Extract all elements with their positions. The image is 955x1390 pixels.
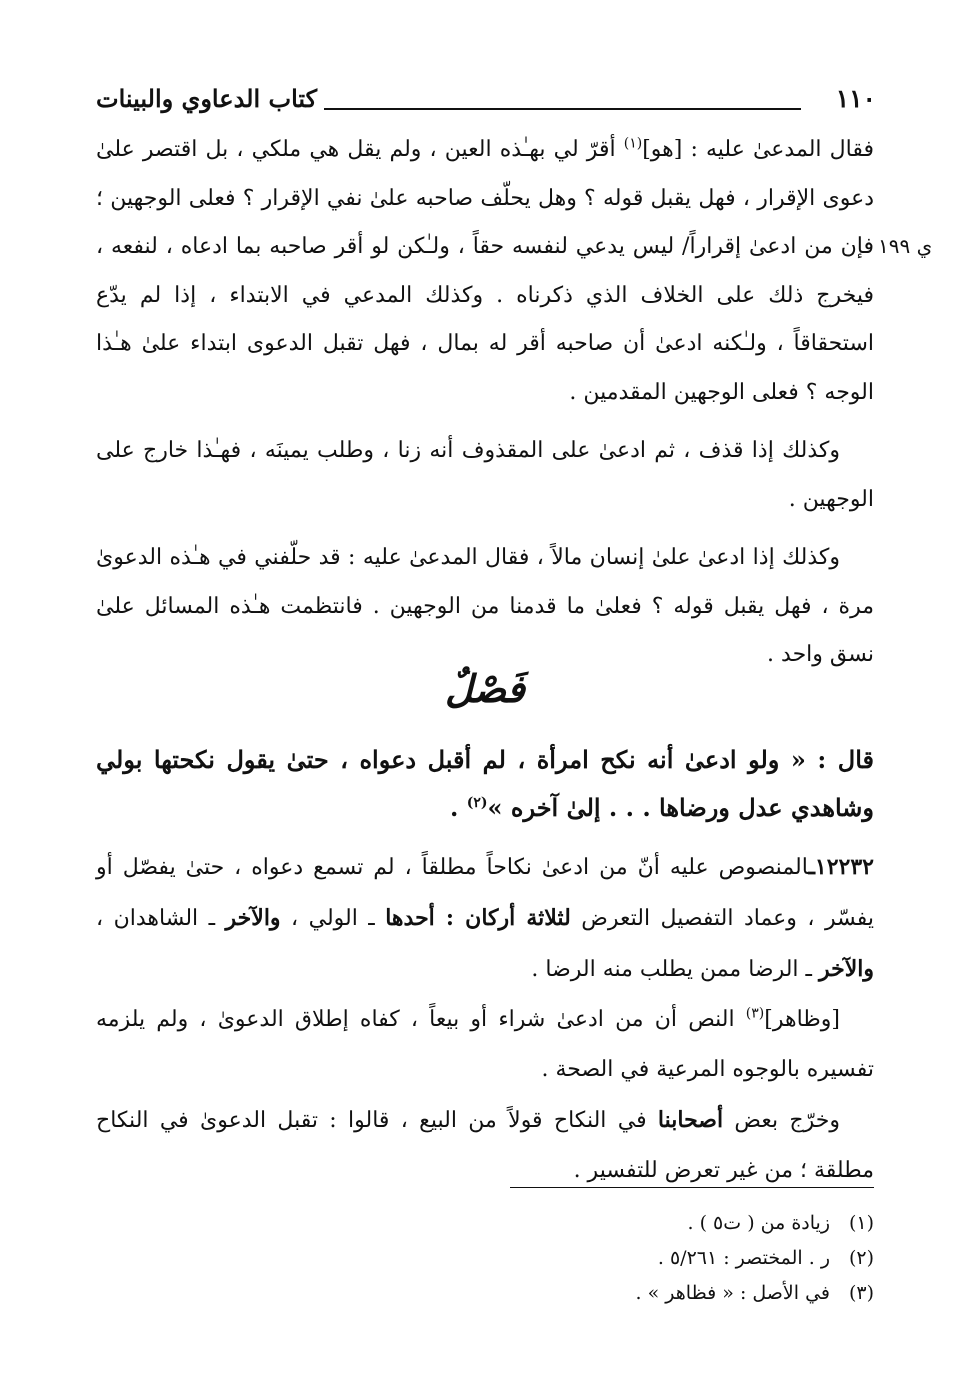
paragraph-number: ١٢٢٣٢ـ [808, 854, 874, 880]
quote-paragraph: قال : « ولو ادعىٰ أنه نكح امرأة ، لم أقبل دعواه ، حتىٰ يقول نكحتها بولي وشاهدي عدل ورضاها . . . إلىٰ آخره »$^{(٢)}$ . [96, 745, 874, 822]
footnote-ref[interactable]: (١) [623, 135, 643, 152]
numbered-paragraph: ١٢٢٣٢ـالمنصوص عليه أنّ من ادعىٰ نكاحاً مطلقاً ، لم تسمع دعواه ، حتىٰ يفصّل أو يفسّر ، وعماد التفصيل التعرض لثلاثة أركان : أحدها ـ الولي ، والآخر ـ الشاهدان ، والآخر ـ الرضا ممن يطلب منه الرضا . [96, 854, 874, 982]
paragraph: وكذلك إذا قذف ، ثم ادعىٰ على المقذوف أنه زنا ، وطلب يمينَه ، فهـٰذا خارج على الوجهين . [96, 438, 874, 512]
footnote-separator [510, 1187, 874, 1188]
page-header [96, 84, 876, 120]
footnotes [400, 1206, 874, 1311]
body-text-top [96, 126, 874, 680]
footnote-text: ر . المختصر : ٥/٢٦١ . [657, 1247, 830, 1269]
margin-manuscript-ref: ي ١٩٩ [878, 234, 933, 258]
footnote-text: في الأصل : « فظاهر » . [635, 1282, 830, 1304]
footnote-ref[interactable]: (٢) [466, 795, 488, 811]
paragraph: [وظاهر]$^{(٣)}$ النص أن من ادعىٰ شراء أو بيعاً ، كفاه إطلاق الدعوىٰ ، ولم يلزمه تفسيره بالوجوه المرعية في الصحة . [96, 1005, 874, 1082]
footnote [400, 1206, 874, 1241]
footnote-ref[interactable]: (٣) [745, 1005, 765, 1022]
paragraph: فقال المدعىٰ عليه : [هو]$^{(١)}$ أقرّ لي بهـٰذه العين ، ولم يقل هي ملكي ، بل اقتصر علىٰ دعوى الإقرار ، فهل يقبل قوله ؟ وهل يحلّف صاحبه علىٰ نفي الإقرار ؟ فعلى الوجهين ؛ فإن من ادعىٰ إقراراً/ ليس يدعي لنفسه حقاً ، ولـٰكن لو أقر صاحبه بما ادعاه ، لنفعه ، فيخرج ذلك على الخلاف الذي ذكرناه . وكذلك المدعي في الابتداء ، إذا لم يدّع استحقاقاً ، ولـٰكنه ادعىٰ أن صاحبه أقر له بمال ، فهل تقبل الدعوى ابتداء علىٰ هـٰذا الوجه ؟ فعلى الوجهين المقدمين . [96, 135, 875, 405]
section-title: فَصْلٌ [445, 666, 525, 711]
page-number: ١١٠ [835, 84, 876, 113]
footnote-number: (١) [848, 1212, 874, 1234]
paragraph: وكذلك إذا ادعىٰ علىٰ إنسان مالاً ، فقال المدعىٰ عليه : قد حلّفني في هـٰذه الدعوىٰ مرة ، فهل يقبل قوله ؟ فعلىٰ ما قدمنا من الوجهين . فانتظمت هـٰذه المسائل علىٰ نسق واحد . [96, 545, 874, 667]
header-rule [324, 108, 801, 110]
paragraph: وخرّج بعض أصحابنا في النكاح قولاً من البيع ، قالوا : تقبل الدعوىٰ في النكاح مطلقة ؛ من غير تعرض للتفسير . [96, 1107, 874, 1183]
footnote [400, 1276, 874, 1311]
footnote-number: (٣) [848, 1282, 874, 1304]
matn-quote [96, 736, 874, 832]
section-heading [96, 666, 874, 726]
book-title: كتاب الدعاوي والبينات [96, 84, 318, 113]
body-text-bottom [96, 842, 874, 1196]
footnote [400, 1241, 874, 1276]
footnote-number: (٢) [848, 1247, 874, 1269]
footnote-text: زيادة من ( ت٥ ) . [687, 1212, 830, 1234]
